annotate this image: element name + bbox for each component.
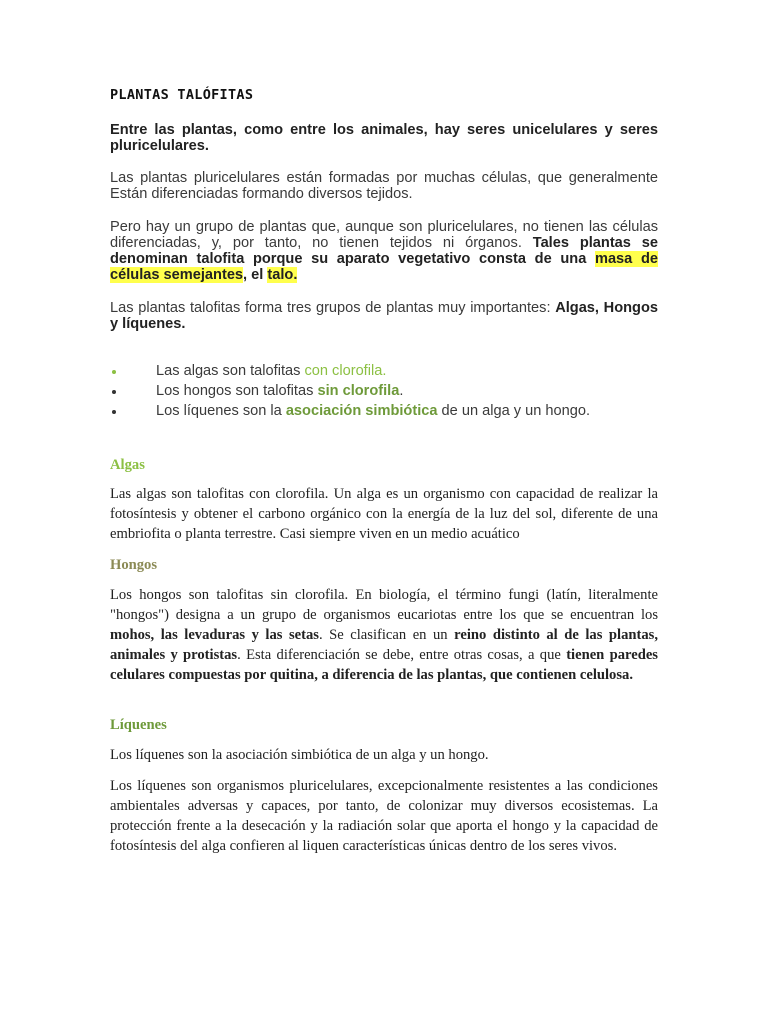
liquenes-paragraph-1: Los líquenes son la asociación simbiótica de un alga y un hongo. [110,747,489,763]
talofita-text-2: Tales plantas se denominan talofita porque su aparato vegetativo consta de una [110,235,658,267]
bullet-highlight: con clorofila. [304,363,387,379]
hongos-bold-3: tienen paredes celulares compuestas por quitina, a diferencia de las plantas, que contienen celulosa. [110,647,658,683]
page-title: PLANTAS TALÓFITAS [110,87,254,103]
list-item: Las algas son talofitas con clorofila. [110,363,658,383]
talofita-text-1: Pero hay un grupo de plantas que, aunque son pluricelulares, no tienen las células diferenciadas, y, por tanto, no tienen tejidos ni órganos. [110,219,658,251]
bullet-dot-icon [112,390,116,394]
talofitas-bullet-list [110,363,658,423]
groups-text-2: Algas, Hongos y líquenes. [110,300,658,332]
pluricellular-paragraph: Las plantas pluricelulares están formadas por muchas células, que generalmente Están diferenciadas formando diversos tejidos. [110,170,658,202]
intro-paragraph [110,122,658,154]
talofita-highlight-talo: talo. [267,267,298,283]
hongos-bold-2: reino distinto al de las plantas, animales y protistas [110,627,659,663]
algas-paragraph: Las algas son talofitas con clorofila. Un alga es un organismo con capacidad de realizar la fotosíntesis y obtener el carbono orgánico con la energía de la luz del sol, diferente de una embriofita o planta terrestre. Casi siempre viven en un medio acuático [110,486,658,542]
hongos-paragraph: Los hongos son talofitas sin clorofila. En biología, el término fungi (latín, literalmente "hongos") designa a un grupo de organismos eucariotas entre los que se encuentran los mohos, las levaduras y las setas. Se clasifican en un reino distinto al de las plantas, animales y protistas. Esta diferenciación se debe, entre otras cosas, a que tienen paredes celulares compuestas por quitina, a diferencia de las plantas, que contienen celulosa. [110,587,659,683]
section-heading-hongos: Hongos [110,557,158,573]
liquenes-paragraph-2: Los líquenes son organismos pluricelulares, excepcionalmente resistentes a las condiciones ambientales adversas y capaces, por tanto, de colonizar muy diversos ecosistemas. La protección frente a la desecación y la radiación solar que aporta el hongo y la capacidad de fotosíntesis del alga confieren al liquen características únicas dentro de los seres vivos. [110,778,658,854]
groups-text-1: Las plantas talofitas forma tres grupos de plantas muy importantes: [110,300,556,316]
talofita-text-4: , el [243,267,268,283]
talofita-paragraph [110,219,658,283]
list-item: Los líquenes son la asociación simbiótica de un alga y un hongo. [110,403,658,423]
section-heading-algas: Algas [110,457,145,473]
groups-paragraph [110,300,658,332]
bullet-dot-icon [112,370,116,374]
intro-text: Entre las plantas, como entre los animales, hay seres unicelulares y seres pluricelulares. [110,122,658,154]
bullet-highlight: asociación simbiótica [285,403,438,419]
talofita-highlight-masa: masa de células semejantes [110,251,658,283]
hongos-bold-1: mohos, las levaduras y las setas [110,627,319,643]
section-heading-liquenes: Líquenes [110,717,167,733]
list-item: Los hongos son talofitas sin clorofila. [110,383,658,403]
bullet-highlight: sin clorofila [317,383,400,399]
bullet-dot-icon [112,410,116,414]
